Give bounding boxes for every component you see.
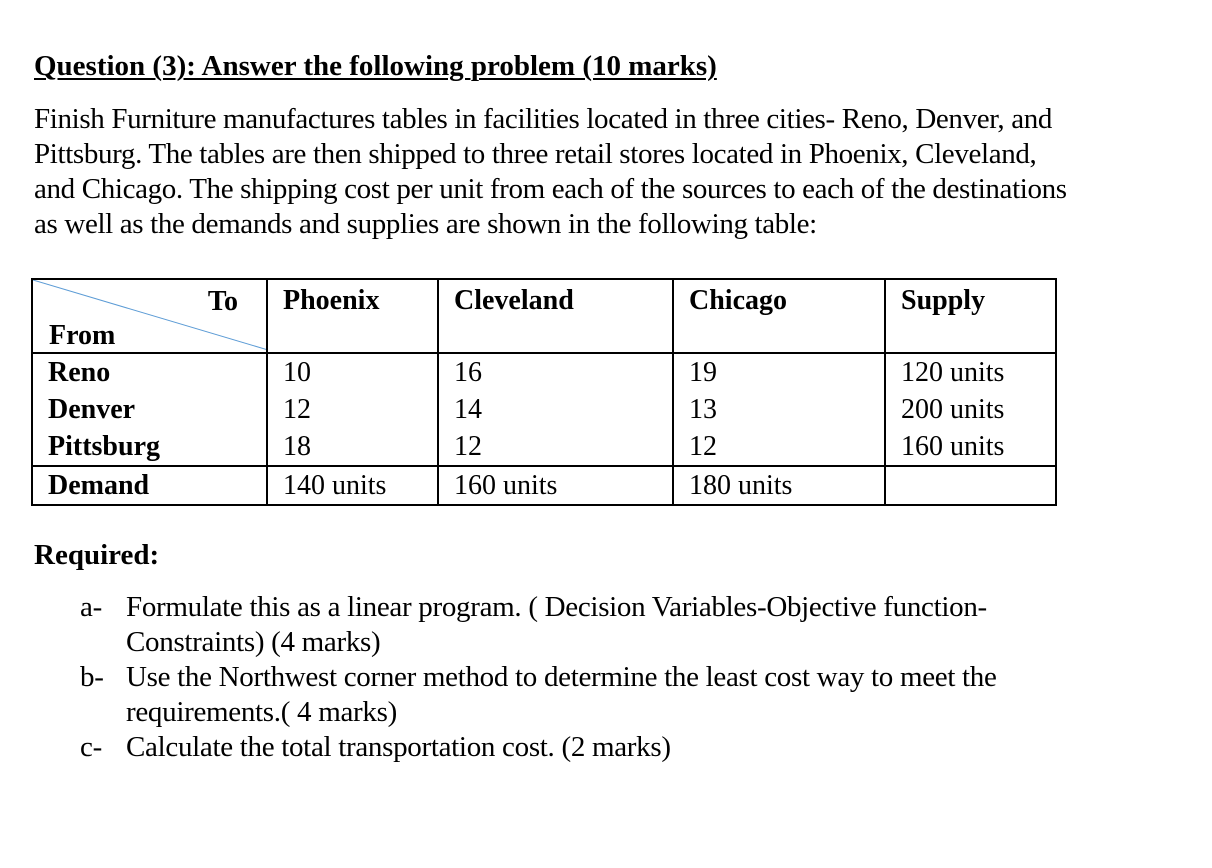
list-item-line: Formulate this as a linear program. ( Decision Variables-Objective function-	[126, 591, 987, 623]
table-row	[32, 353, 1056, 391]
corner-to-label: To	[207, 286, 238, 317]
table-cell: 120 units	[885, 353, 1056, 391]
list-marker: a-	[80, 591, 102, 623]
table-cell: 12	[673, 428, 885, 466]
required-list	[80, 590, 1180, 765]
table-cell: 180 units	[673, 466, 885, 505]
table-cell: 160 units	[438, 466, 673, 505]
table-cell: 12	[267, 391, 438, 428]
table-row	[32, 428, 1056, 466]
table-cell: 13	[673, 391, 885, 428]
table-cell: 200 units	[885, 391, 1056, 428]
list-item	[80, 590, 1180, 660]
list-marker: b-	[80, 661, 104, 693]
list-item-line: requirements.( 4 marks)	[126, 696, 397, 728]
table-header-row	[32, 279, 1056, 353]
list-item-line: Calculate the total transportation cost. (2 marks)	[126, 731, 671, 763]
list-item	[80, 730, 1180, 765]
list-item-line: Use the Northwest corner method to determine the least cost way to meet the	[126, 661, 997, 693]
header-cleveland: Cleveland	[438, 279, 673, 353]
table-cell: 12	[438, 428, 673, 466]
question-heading: Question (3): Answer the following problem (10 marks)	[34, 50, 717, 82]
row-label: Denver	[32, 391, 267, 428]
intro-paragraph	[34, 102, 1164, 242]
header-supply: Supply	[885, 279, 1056, 353]
table-cell: 140 units	[267, 466, 438, 505]
corner-from-label: From	[49, 320, 116, 351]
required-heading: Required:	[34, 539, 160, 571]
row-label: Demand	[32, 466, 267, 505]
table-row	[32, 391, 1056, 428]
list-item-line: Constraints) (4 marks)	[126, 626, 381, 658]
table-cell: 160 units	[885, 428, 1056, 466]
table-cell: 18	[267, 428, 438, 466]
corner-cell	[32, 279, 267, 353]
table-cell: 10	[267, 353, 438, 391]
intro-line: Finish Furniture manufactures tables in facilities located in three cities- Reno, Denver, and	[34, 103, 1053, 135]
row-label: Pittsburg	[32, 428, 267, 466]
table-cell: 14	[438, 391, 673, 428]
list-item	[80, 660, 1180, 730]
intro-line: and Chicago. The shipping cost per unit from each of the sources to each of the destinations	[34, 173, 1067, 205]
header-phoenix: Phoenix	[267, 279, 438, 353]
header-chicago: Chicago	[673, 279, 885, 353]
row-label: Reno	[32, 353, 267, 391]
transportation-table	[31, 278, 1055, 501]
intro-line: as well as the demands and supplies are shown in the following table:	[34, 208, 817, 240]
table-cell: 19	[673, 353, 885, 391]
intro-line: Pittsburg. The tables are then shipped to three retail stores located in Phoenix, Cleveland,	[34, 138, 1037, 170]
table-row-demand	[32, 466, 1056, 505]
list-marker: c-	[80, 731, 102, 763]
table-cell	[885, 466, 1056, 505]
table-cell: 16	[438, 353, 673, 391]
